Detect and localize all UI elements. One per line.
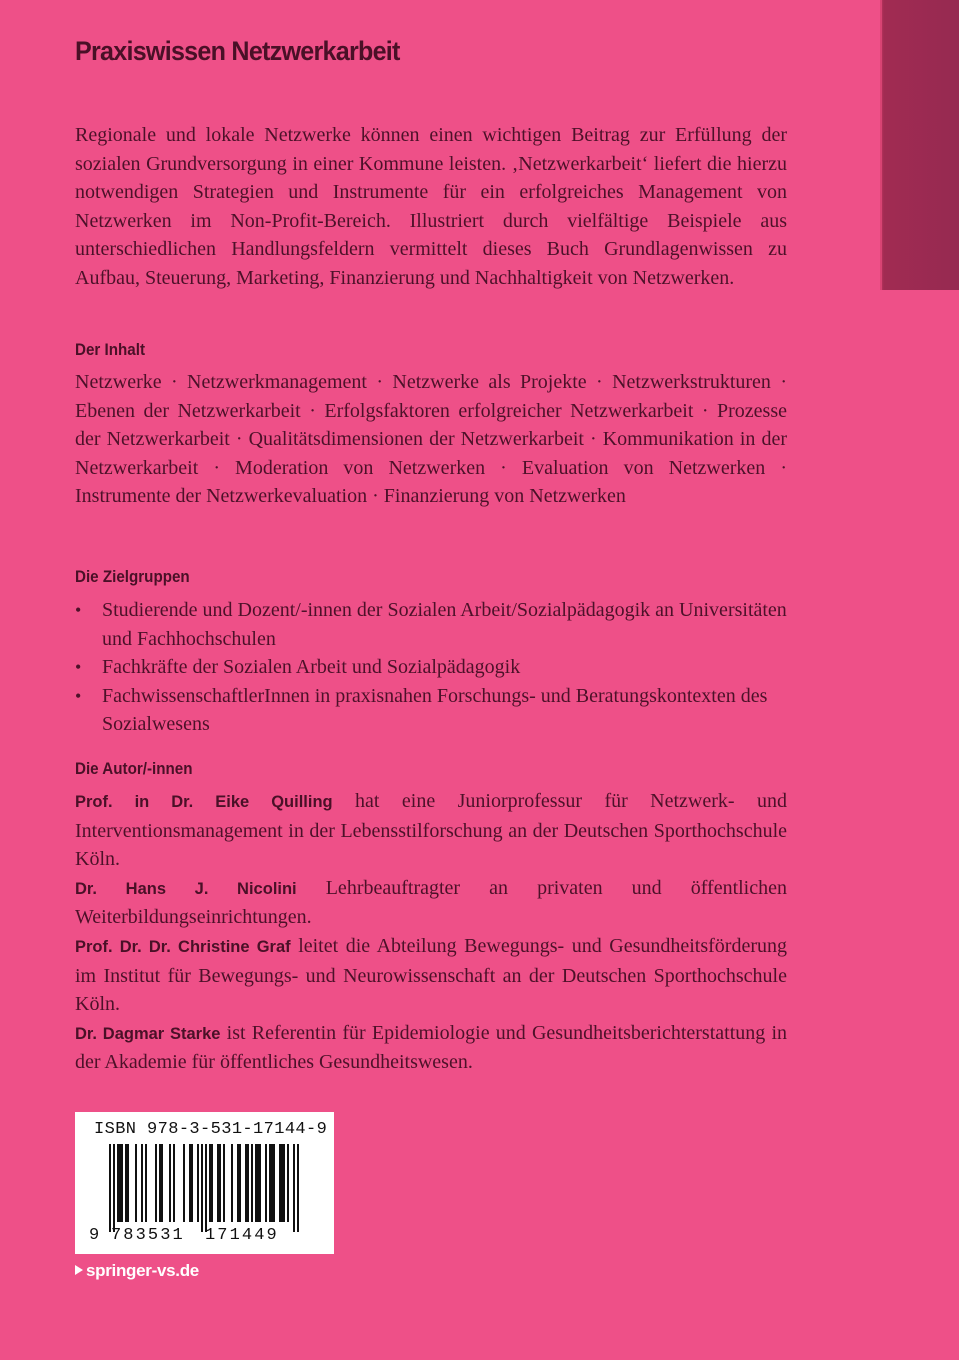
barcode-guard-bar <box>293 1144 295 1232</box>
barcode-bar <box>259 1144 261 1222</box>
barcode-bar <box>155 1144 157 1222</box>
barcode-bar <box>223 1144 225 1222</box>
publisher-link[interactable] <box>75 1261 199 1281</box>
author-entry <box>75 874 787 932</box>
barcode-bar <box>191 1144 193 1222</box>
list-item-text: Fachkräfte der Sozialen Arbeit und Sozialpädagogik <box>102 656 521 679</box>
isbn-barcode <box>75 1112 334 1254</box>
arrow-right-icon <box>75 1265 83 1275</box>
barcode-digit-first: 9 <box>89 1226 102 1245</box>
barcode-bar <box>183 1144 185 1222</box>
barcode-bar <box>189 1144 191 1222</box>
list-item <box>75 596 787 653</box>
barcode-bar <box>159 1144 161 1222</box>
barcode-bar <box>121 1144 123 1222</box>
list-item <box>75 682 787 739</box>
barcode-bar <box>279 1144 281 1222</box>
barcode-bar <box>283 1144 285 1222</box>
barcode-bar <box>117 1144 119 1222</box>
barcode-bar <box>237 1144 239 1222</box>
barcode-bar <box>287 1144 289 1222</box>
barcode-bar <box>125 1144 127 1222</box>
barcode-guard-bar <box>109 1144 111 1232</box>
intro-paragraph: Regionale und lokale Netzwerke können einen wichtigen Beitrag zur Erfüllung der sozialen Grundversorgung in einer Kommune leisten. ‚Netzwerkarbeit‘ liefert die hierzu notwendigen Strategien und Instrumente für ein erfolgreiches Management von Netzwerken im Non-Profit-Bereich. Illustriert durch vielfältige Beispiele aus unterschiedlichen Handlungsfeldern vermittelt dieses Buch Grundlagenwissen zu Aufbau, Steuerung, Marketing, Finanzierung und Nachhaltigkeit von Netzwerken. <box>75 124 787 289</box>
barcode-bar <box>119 1144 121 1222</box>
bullet-icon: • <box>75 657 82 678</box>
barcode-bar <box>257 1144 259 1222</box>
author-entry <box>75 787 787 874</box>
author-name: Prof. in Dr. Eike Quilling <box>75 793 333 811</box>
author-name: Dr. Hans J. Nicolini <box>75 879 297 898</box>
barcode-guard-bar <box>297 1144 299 1232</box>
barcode-bar <box>217 1144 219 1222</box>
barcode-bar <box>169 1144 171 1222</box>
barcode-bar <box>271 1144 273 1222</box>
barcode-bar <box>127 1144 129 1222</box>
zielgruppen-heading: Die Zielgruppen <box>75 568 190 586</box>
barcode-bar <box>209 1144 211 1222</box>
barcode-bar <box>231 1144 233 1222</box>
barcode-bar <box>145 1144 147 1222</box>
barcode-bar <box>265 1144 267 1222</box>
publisher-url: springer-vs.de <box>86 1261 199 1280</box>
barcode-bar <box>219 1144 221 1222</box>
bullet-icon: • <box>75 685 82 706</box>
list-item <box>75 653 787 682</box>
barcode-bar <box>211 1144 213 1222</box>
barcode-bar <box>273 1144 275 1222</box>
barcode-bar <box>239 1144 241 1222</box>
barcode-bar <box>161 1144 163 1222</box>
author-entry <box>75 1019 787 1077</box>
author-bio: ist Referentin für Epidemiologie und Gesundheitsberichterstattung in der Akademie für öffentliches Gesundheitswesen. <box>75 1021 788 1074</box>
barcode-bar <box>269 1144 271 1222</box>
isbn-label: ISBN 978-3-531-17144-9 <box>94 1120 328 1139</box>
barcode-guard-bar <box>201 1144 203 1232</box>
author-list <box>75 787 787 1077</box>
zielgruppen-list <box>75 596 787 739</box>
author-name: Dr. Dagmar Starke <box>75 1024 221 1043</box>
author-bio: Lehrbeauftragter an privaten und öffentlichen Weiterbildungseinrichtungen. <box>75 876 787 929</box>
bullet-icon: • <box>75 600 82 620</box>
barcode-bar <box>247 1144 249 1222</box>
barcode-guard-bar <box>113 1144 115 1232</box>
list-item-text: Studierende und Dozent/-innen der Sozialen Arbeit/Sozialpädagogik an Universitäten und Fachhochschulen <box>102 599 787 650</box>
barcode-bar <box>245 1144 247 1222</box>
author-name: Prof. Dr. Dr. Christine Graf <box>75 937 291 956</box>
barcode-bar <box>281 1144 283 1222</box>
barcode-bar <box>173 1144 175 1222</box>
barcode-digit-group-1: 783531 <box>111 1226 185 1245</box>
inhalt-heading: Der Inhalt <box>75 341 146 359</box>
author-entry <box>75 932 787 1019</box>
barcode-digit-group-2: 171449 <box>205 1226 279 1245</box>
inhalt-text: Netzwerke · Netzwerkmanagement · Netzwerke als Projekte · Netzwerkstrukturen · Ebenen der Netzwerkarbeit · Erfolgsfaktoren erfolgreicher Netzwerkarbeit · Prozesse der Netzwerkarbeit · Qualitätsdimensionen der Netzwerkarbeit · Kommunikation in der Netzwerkarbeit · Moderation von Netzwerken · Evaluation von Netzwerken · Instrumente der Netzwerkevaluation · Finanzierung von Netzwerken <box>75 371 787 508</box>
autoren-heading: Die Autor/-innen <box>75 760 193 778</box>
author-bio: leitet die Abteilung Bewegungs- und Gesundheitsförderung im Institut für Bewegungs- und Neurowissenschaft an der Deutschen Sporthochschule Köln. <box>75 934 787 1016</box>
book-title: Praxiswissen Netzwerkarbeit <box>75 36 400 66</box>
barcode-bar <box>141 1144 143 1222</box>
author-bio: hat eine Juniorprofessur für Netzwerk- und Interventionsmanagement in der Lebensstilforschung an der Deutschen Sporthochschule Köln. <box>75 790 787 871</box>
list-item-text: FachwissenschaftlerInnen in praxisnahen Forschungs- und Beratungskontexten des Sozialwesens <box>102 684 768 736</box>
barcode-bar <box>255 1144 257 1222</box>
barcode-bar <box>135 1144 137 1222</box>
barcode-guard-bar <box>205 1144 207 1232</box>
barcode-bar <box>197 1144 199 1222</box>
barcode-bar <box>251 1144 253 1222</box>
corner-color-band <box>880 0 959 290</box>
